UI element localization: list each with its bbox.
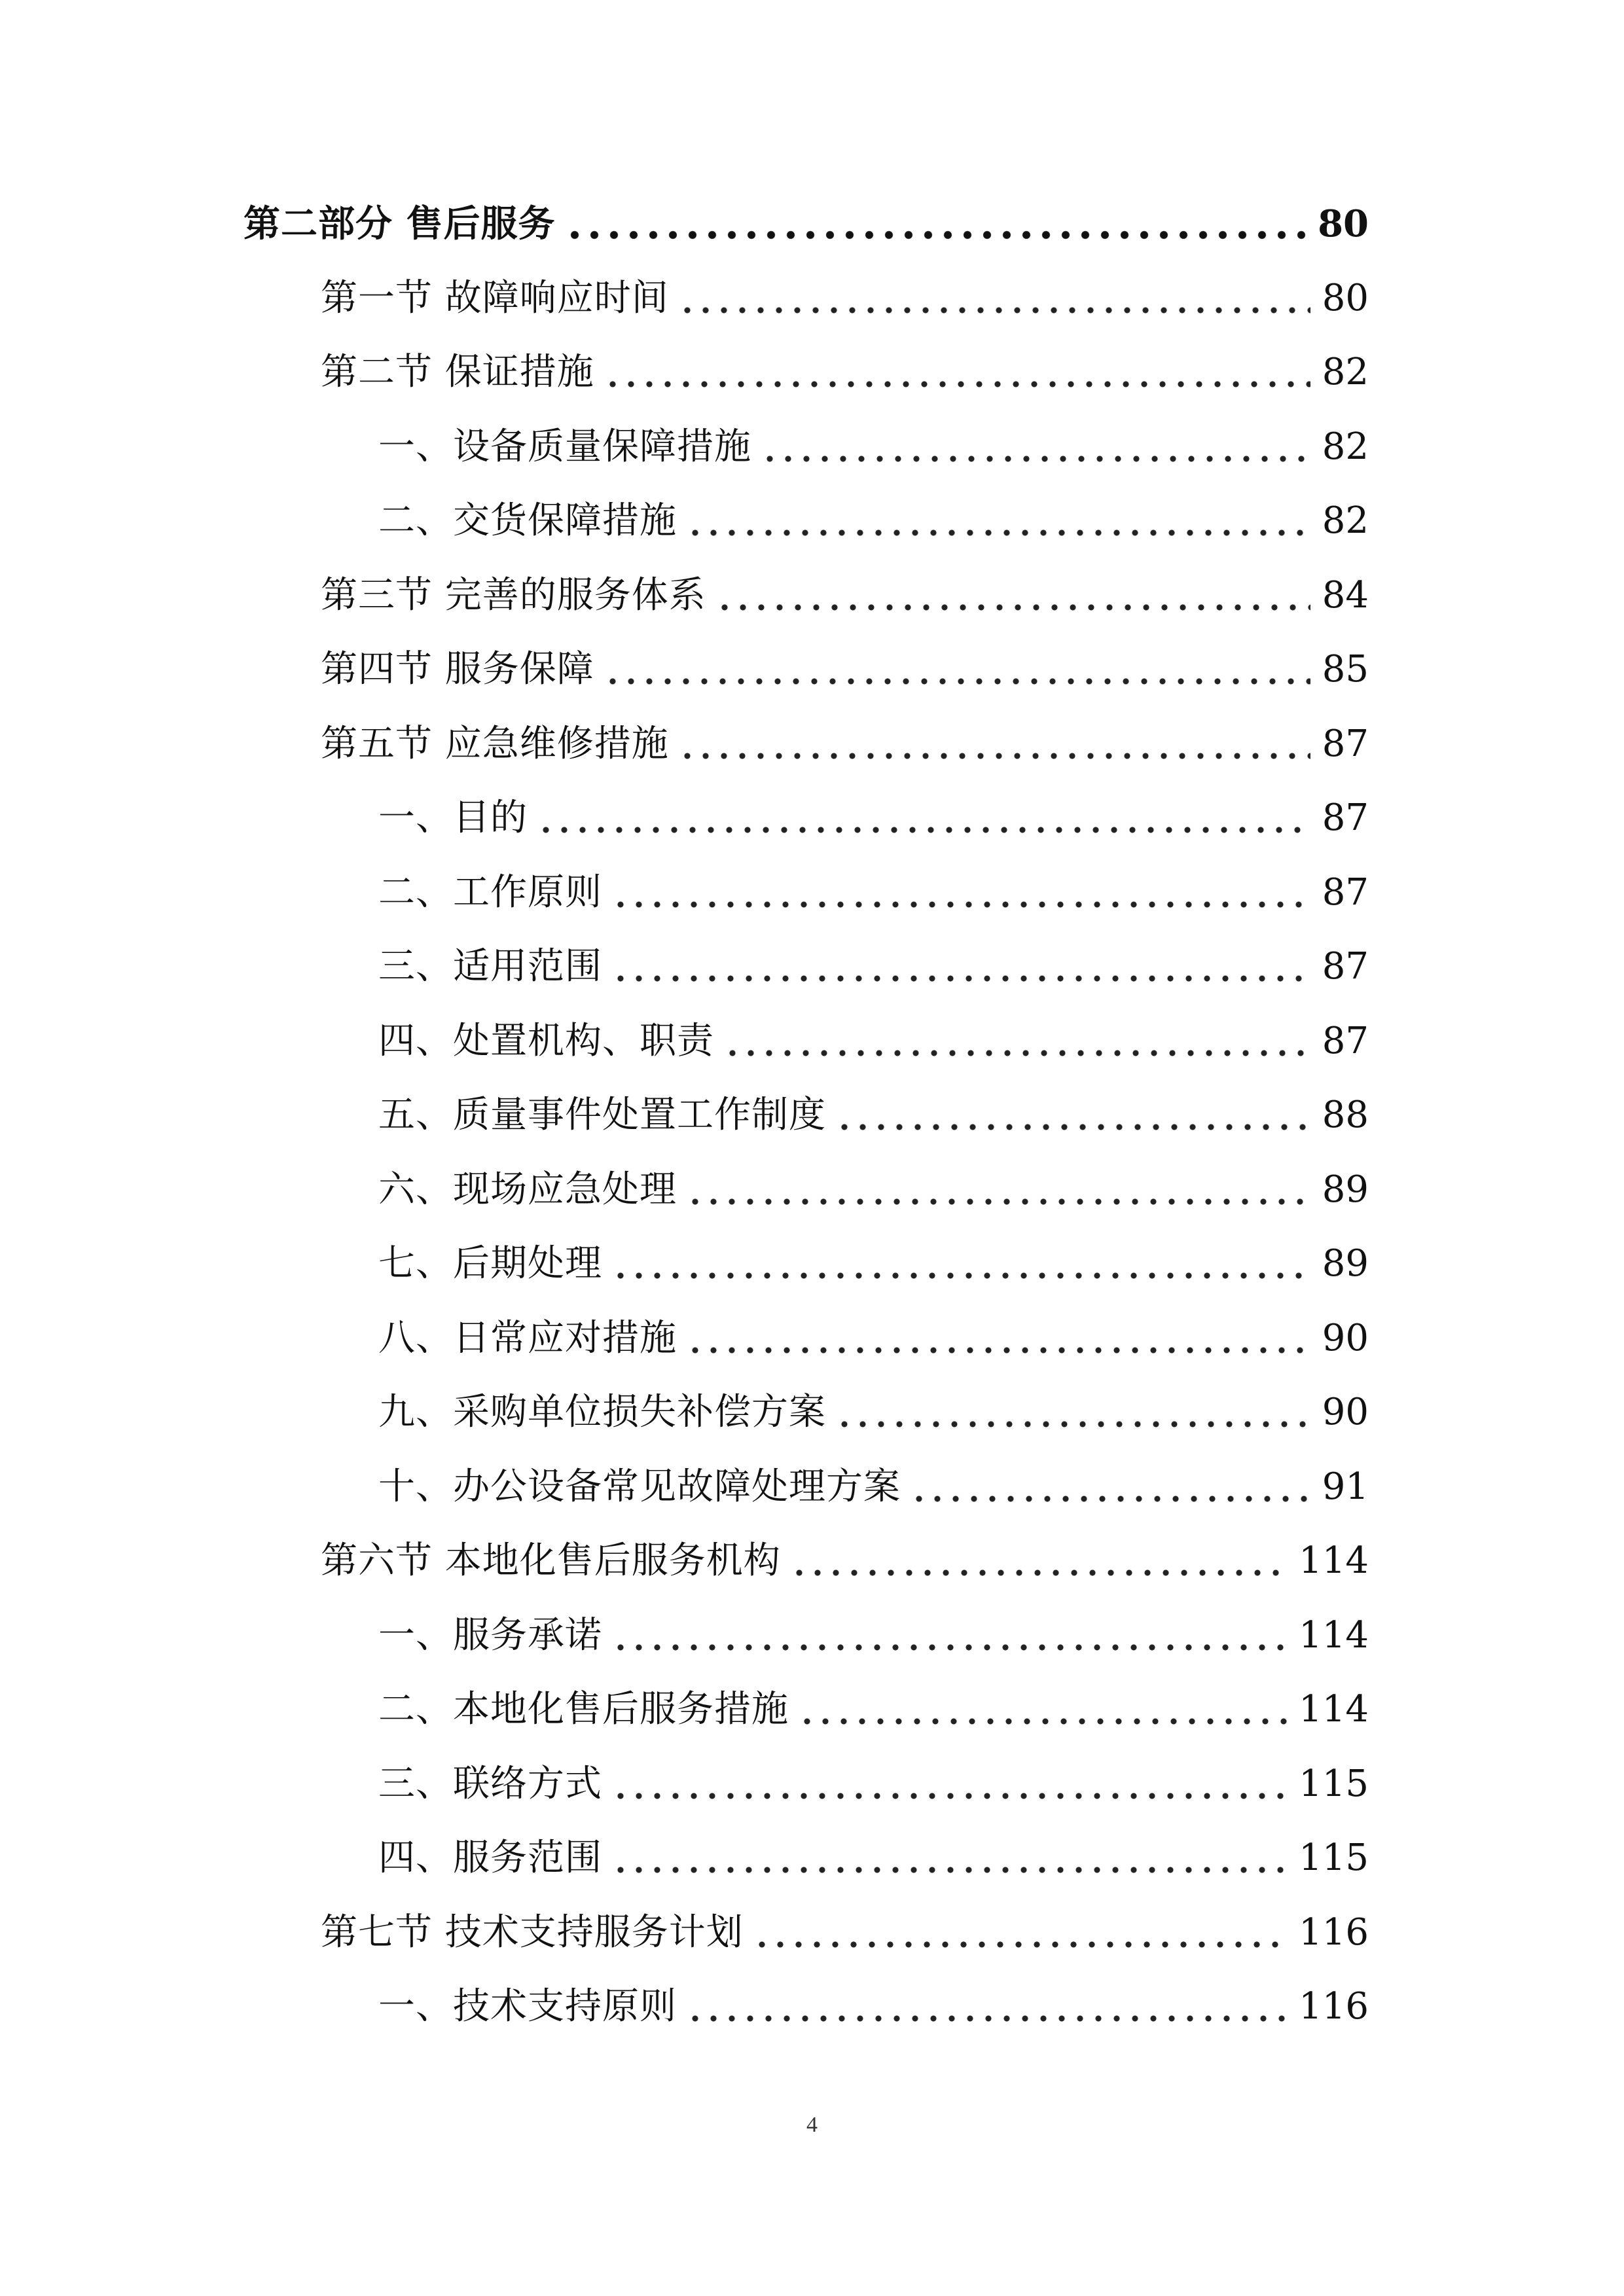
toc-dot-leader [611, 1757, 1287, 1812]
toc-dot-leader [753, 1905, 1287, 1960]
toc-dot-leader [686, 1979, 1287, 2034]
toc-dot-leader [686, 1311, 1310, 1366]
toc-entry-title: 一、技术支持原则 [378, 1985, 677, 2028]
toc-entry[interactable] [378, 1608, 1369, 1663]
toc-dot-leader [611, 1236, 1310, 1291]
toc-entry[interactable] [321, 1905, 1369, 1960]
toc-dot-leader [910, 1460, 1310, 1515]
toc-entry[interactable] [378, 1831, 1369, 1886]
toc-dot-leader [611, 1608, 1287, 1663]
toc-entry-title: 第三节 完善的服务体系 [321, 573, 706, 617]
toc-dot-leader [790, 1534, 1287, 1588]
toc-entry[interactable] [378, 493, 1369, 548]
toc-entry-title: 一、目的 [378, 797, 528, 839]
toc-entry[interactable] [321, 642, 1369, 697]
toc-dot-leader [678, 271, 1310, 326]
toc-dot-leader [611, 1831, 1287, 1886]
toc-dot-leader [537, 791, 1310, 846]
toc-entry[interactable] [321, 271, 1369, 326]
toc-entry-page-number: 80 [1318, 202, 1369, 245]
toc-entry[interactable] [378, 1979, 1369, 2034]
toc-entry-title: 第五节 应急维修措施 [321, 722, 669, 765]
toc-dot-leader [835, 1385, 1310, 1440]
toc-entry-page-number: 114 [1299, 1613, 1369, 1657]
toc-entry[interactable] [378, 1014, 1369, 1069]
toc-entry-title: 十、办公设备常见故障处理方案 [378, 1465, 901, 1508]
toc-dot-leader [686, 493, 1310, 548]
toc-entry-title: 六、现场应急处理 [378, 1168, 677, 1211]
toc-entry-page-number: 90 [1322, 1316, 1369, 1359]
toc-entry-page-number: 87 [1322, 722, 1369, 765]
toc-entry-page-number: 91 [1322, 1465, 1369, 1508]
toc-entry[interactable] [378, 420, 1369, 475]
toc-dot-leader [761, 420, 1310, 475]
toc-entry[interactable] [378, 939, 1369, 994]
toc-entry-title: 三、联络方式 [378, 1762, 602, 1805]
toc-dot-leader [798, 1682, 1287, 1737]
footer-page-number: 4 [806, 2113, 818, 2137]
toc-dot-leader [715, 568, 1310, 623]
toc-entry-title: 第二部分 售后服务 [244, 202, 556, 245]
toc-entry[interactable] [321, 1534, 1369, 1588]
toc-entry-page-number: 116 [1299, 1985, 1369, 2028]
toc-entry[interactable] [321, 345, 1369, 400]
toc-entry-page-number: 89 [1322, 1168, 1369, 1211]
toc-entry-title: 第一节 故障响应时间 [321, 276, 669, 319]
toc-entry-page-number: 82 [1322, 351, 1369, 393]
toc-entry[interactable] [378, 791, 1369, 846]
toc-dot-leader [604, 345, 1310, 400]
toc-entry-title: 第七节 技术支持服务计划 [321, 1910, 744, 1954]
toc-entry-page-number: 82 [1322, 425, 1369, 468]
toc-entry-title: 二、交货保障措施 [378, 499, 677, 542]
toc-entry-page-number: 114 [1299, 1539, 1369, 1582]
toc-entry[interactable] [244, 196, 1369, 251]
toc-entry[interactable] [378, 1162, 1369, 1217]
toc-entry-page-number: 80 [1322, 276, 1369, 319]
toc-entry-page-number: 85 [1322, 648, 1369, 691]
toc-entry[interactable] [378, 1088, 1369, 1143]
toc-entry-title: 八、日常应对措施 [378, 1316, 677, 1359]
toc-entry-title: 九、采购单位损失补偿方案 [378, 1391, 826, 1433]
toc-entry-title: 一、设备质量保障措施 [378, 425, 751, 468]
toc-entry-page-number: 89 [1322, 1242, 1369, 1285]
toc-entry[interactable] [378, 1460, 1369, 1515]
toc-entry-page-number: 87 [1322, 1019, 1369, 1062]
toc-entry-page-number: 116 [1299, 1910, 1369, 1954]
toc-dot-leader [723, 1014, 1310, 1069]
toc-entry-title: 七、后期处理 [378, 1242, 602, 1285]
toc-entry-page-number: 114 [1299, 1688, 1369, 1731]
toc-entry[interactable] [378, 1236, 1369, 1291]
toc-dot-leader [611, 865, 1310, 920]
toc-entry-page-number: 88 [1322, 1094, 1369, 1136]
toc-dot-leader [686, 1162, 1310, 1217]
toc-entry[interactable] [321, 568, 1369, 623]
toc-entry-title: 四、处置机构、职责 [378, 1019, 714, 1062]
toc-dot-leader [678, 717, 1310, 772]
toc-entry-page-number: 115 [1299, 1762, 1369, 1805]
toc-dot-leader [835, 1088, 1310, 1143]
toc-entry-title: 第六节 本地化售后服务机构 [321, 1539, 781, 1582]
toc-entry-page-number: 82 [1322, 499, 1369, 542]
toc-entry-page-number: 84 [1322, 573, 1369, 617]
toc-entry-page-number: 90 [1322, 1391, 1369, 1433]
toc-entry-title: 第二节 保证措施 [321, 351, 594, 393]
toc-entry-page-number: 115 [1299, 1837, 1369, 1879]
toc-entry[interactable] [378, 865, 1369, 920]
toc-entry[interactable] [321, 717, 1369, 772]
toc-entry-page-number: 87 [1322, 797, 1369, 839]
toc-entry[interactable] [378, 1385, 1369, 1440]
toc-entry[interactable] [378, 1682, 1369, 1737]
toc-entry-title: 第四节 服务保障 [321, 648, 594, 691]
toc-dot-leader [611, 939, 1310, 994]
toc-dot-leader [604, 642, 1310, 697]
toc-entry-title: 四、服务范围 [378, 1837, 602, 1879]
toc-dot-leader [565, 196, 1307, 251]
toc-entry-page-number: 87 [1322, 945, 1369, 988]
toc-entry[interactable] [378, 1757, 1369, 1812]
toc-entry[interactable] [378, 1311, 1369, 1366]
toc-entry-page-number: 87 [1322, 870, 1369, 914]
toc-entry-title: 三、适用范围 [378, 945, 602, 988]
toc-entry-title: 五、质量事件处置工作制度 [378, 1094, 826, 1136]
toc-entry-title: 二、工作原则 [378, 870, 602, 914]
toc-entry-title: 二、本地化售后服务措施 [378, 1688, 789, 1731]
toc-entry-title: 一、服务承诺 [378, 1613, 602, 1657]
